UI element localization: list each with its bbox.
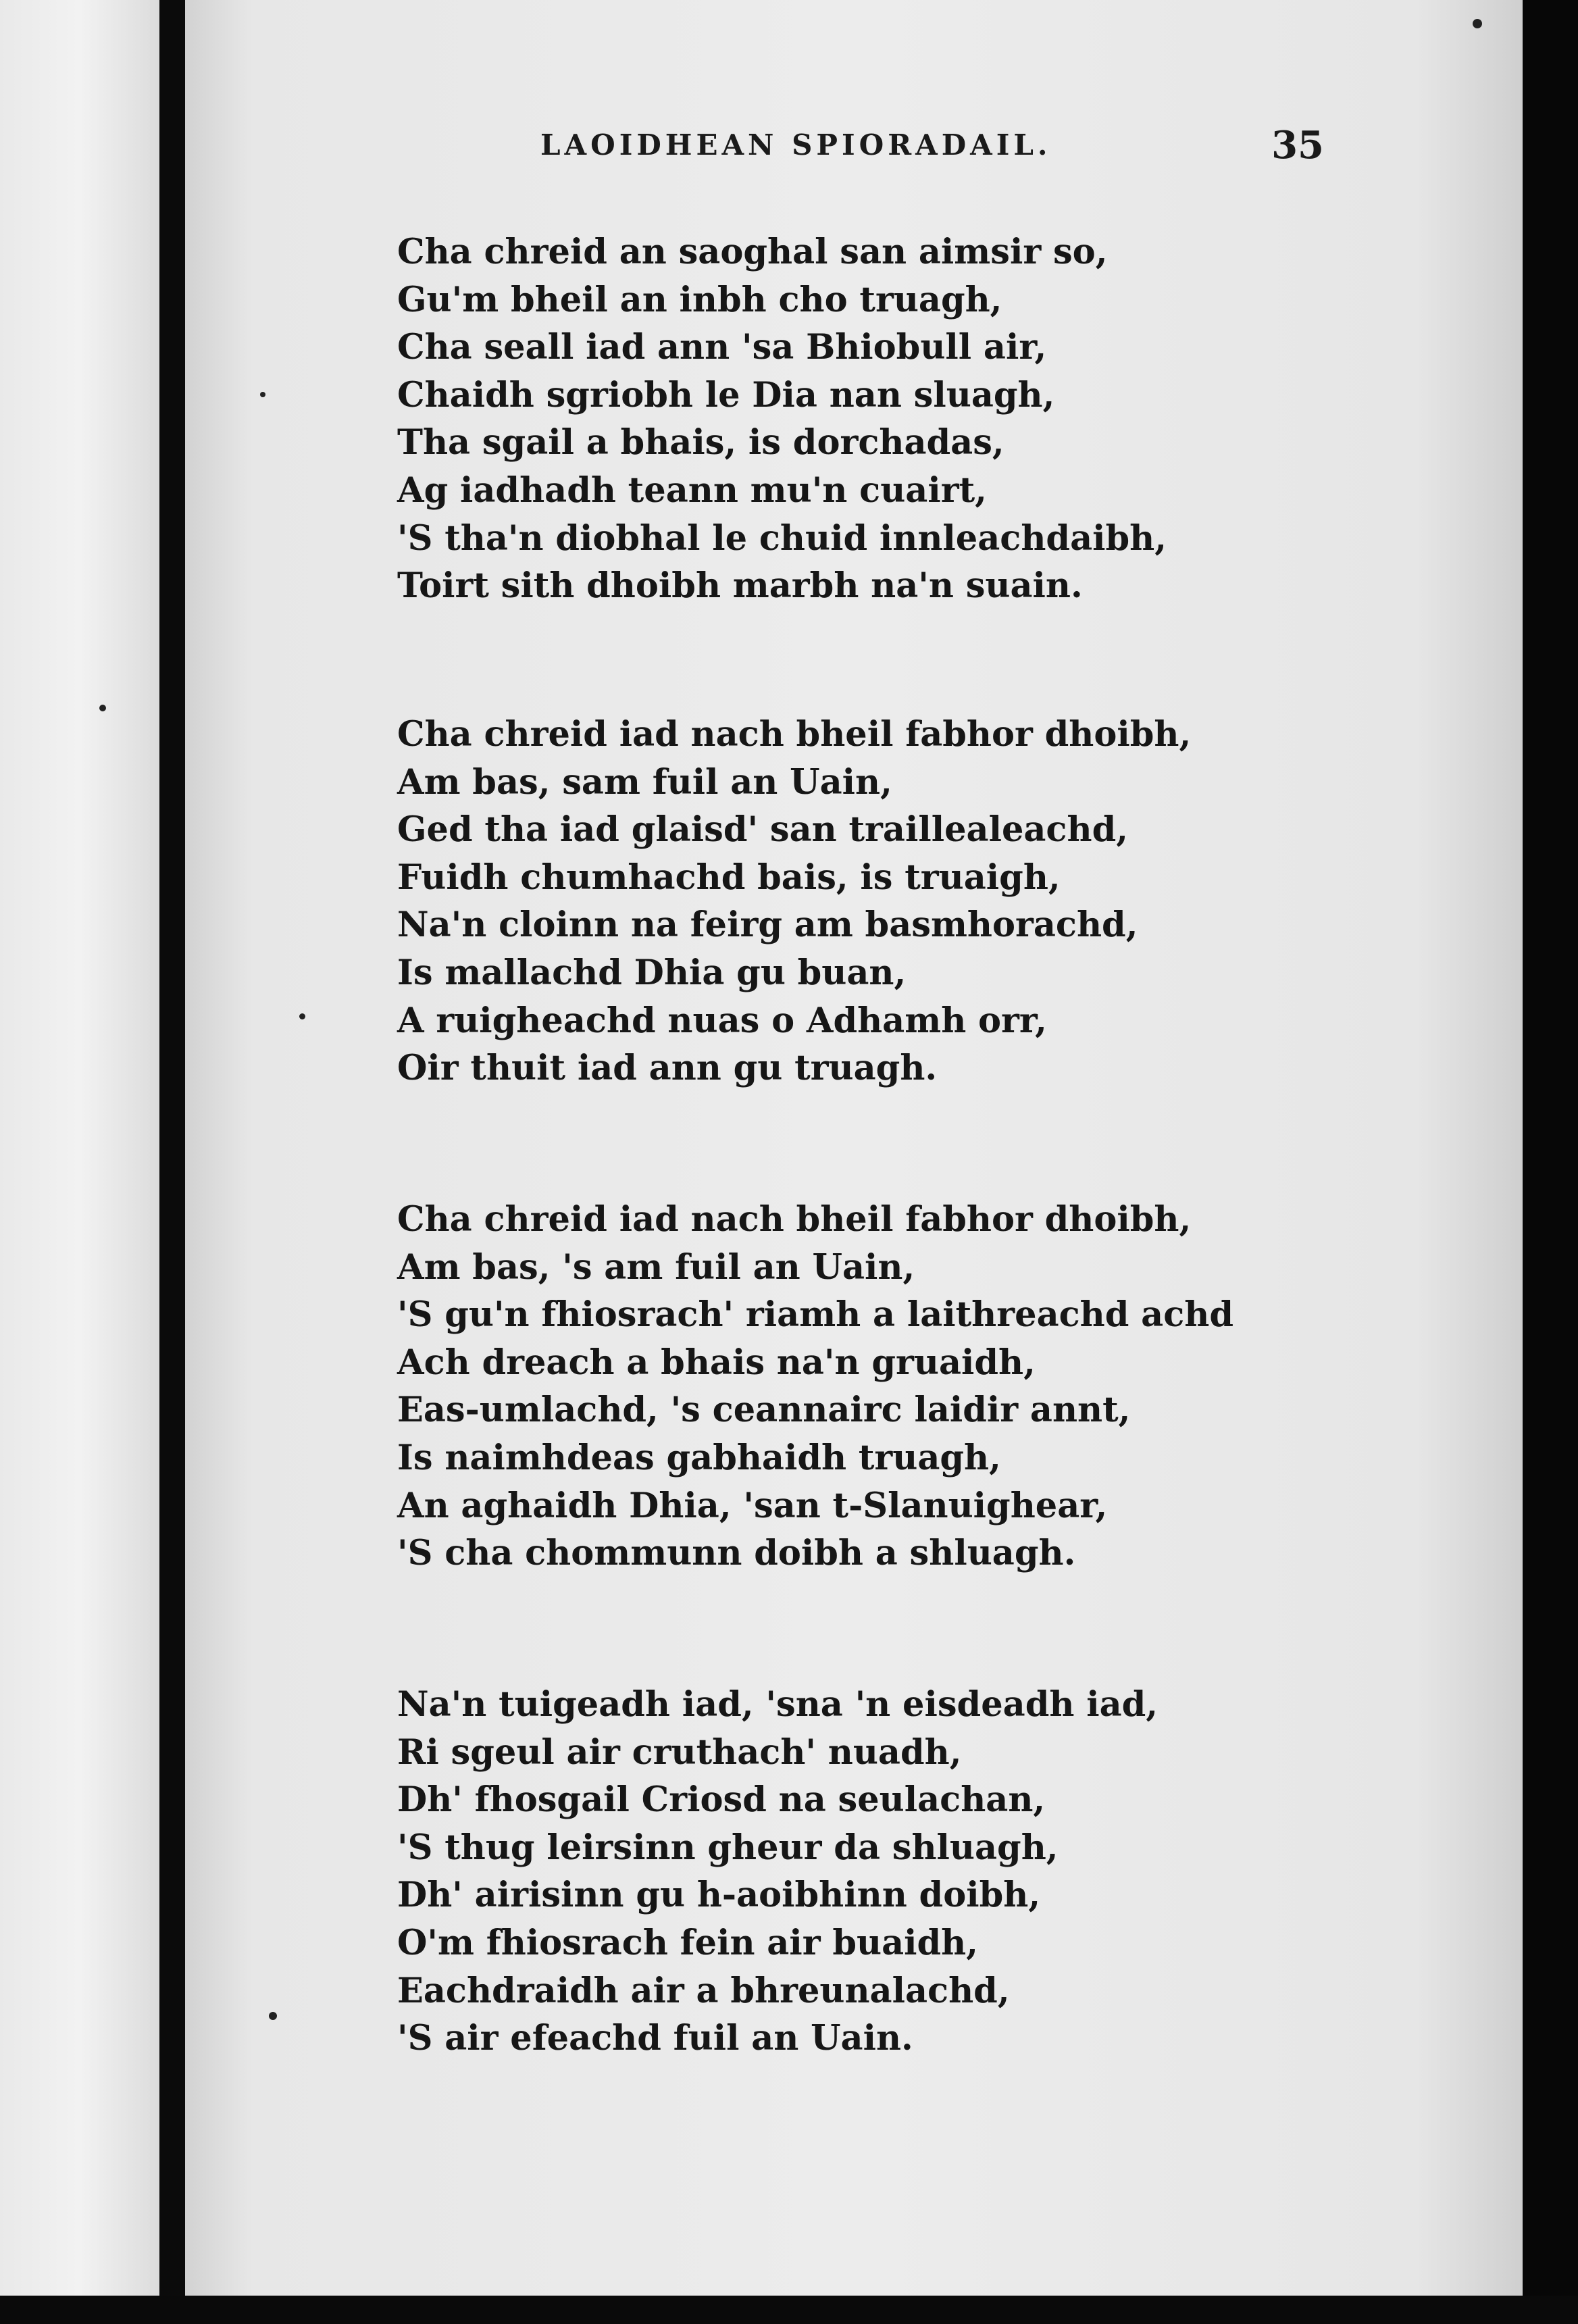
verse-line: Cha chreid iad nach bheil fabhor dhoibh, — [397, 714, 1192, 755]
print-speck — [1473, 19, 1482, 28]
verse-line: Is mallachd Dhia gu buan, — [397, 952, 907, 993]
verse-line: 'S cha chommunn doibh a shluagh. — [397, 1533, 1076, 1574]
verse-line: 'S thug leirsinn gheur da shluagh, — [397, 1827, 1059, 1868]
verse-line: Na'n cloinn na feirg am basmhorachd, — [397, 905, 1138, 946]
verse-line: O'm fhiosrach fein air buaidh, — [397, 1922, 978, 1963]
stanza-3 — [397, 1196, 1316, 1577]
stanza-4 — [397, 1681, 1316, 2063]
verse-line: Is naimhdeas gabhaidh truagh, — [397, 1437, 1001, 1478]
verse-line: Am bas, sam fuil an Uain, — [397, 761, 892, 803]
running-head: LAOIDHEAN SPIORADAIL. — [540, 128, 1052, 161]
print-speck — [99, 705, 106, 711]
page-header — [540, 123, 1324, 176]
facing-page-edge — [0, 0, 159, 2324]
verse-line: Eachdraidh air a bhreunalachd, — [397, 1970, 1010, 2011]
print-speck — [269, 2012, 277, 2020]
scan-border-right — [1523, 0, 1578, 2324]
verse-line: Cha chreid iad nach bheil fabhor dhoibh, — [397, 1199, 1192, 1240]
verse-line: Ged tha iad glaisd' san traillealeachd, — [397, 809, 1128, 851]
verse-line: A ruigheachd nuas o Adhamh orr, — [397, 1000, 1047, 1041]
verse-line: Ach dreach a bhais na'n gruaidh, — [397, 1342, 1036, 1383]
verse-line: Dh' fhosgail Criosd na seulachan, — [397, 1779, 1046, 1821]
stanza-1 — [397, 228, 1316, 610]
verse-line: 'S air efeachd fuil an Uain. — [397, 2018, 913, 2059]
verse-line: Eas-umlachd, 's ceannairc laidir annt, — [397, 1390, 1131, 1431]
verse-line: Cha seall iad ann 'sa Bhiobull air, — [397, 327, 1047, 368]
verse-line: 'S gu'n fhiosrach' riamh a laithreachd achd — [397, 1294, 1233, 1336]
verse-line: Chaidh sgriobh le Dia nan sluagh, — [397, 374, 1055, 415]
verse-line: Ag iadhadh teann mu'n cuairt, — [397, 470, 987, 511]
verse-line: Am bas, 's am fuil an Uain, — [397, 1246, 915, 1288]
verse-line: An aghaidh Dhia, 'san t-Slanuighear, — [397, 1485, 1108, 1526]
verse-line: Fuidh chumhachd bais, is truaigh, — [397, 857, 1061, 898]
verse-line: Ri sgeul air cruthach' nuadh, — [397, 1732, 962, 1773]
page-number: 35 — [1271, 123, 1324, 168]
verse-line: Toirt sith dhoibh marbh na'n suain. — [397, 565, 1083, 607]
print-speck — [260, 392, 265, 397]
print-speck — [299, 1013, 305, 1019]
verse-line: 'S tha'n diobhal le chuid innleachdaibh, — [397, 517, 1167, 559]
verse-line: Dh' airisinn gu h-aoibhinn doibh, — [397, 1875, 1041, 1916]
verse-line: Na'n tuigeadh iad, 'sna 'n eisdeadh iad, — [397, 1684, 1159, 1725]
verse-line: Oir thuit iad ann gu truagh. — [397, 1048, 938, 1089]
scan-border-bottom — [0, 2296, 1578, 2324]
book-gutter — [159, 0, 185, 2324]
verse-line: Cha chreid an saoghal san aimsir so, — [397, 232, 1108, 272]
verse-line: Tha sgail a bhais, is dorchadas, — [397, 422, 1004, 463]
stanza-2 — [397, 711, 1316, 1092]
verse-line: Gu'm bheil an inbh cho truagh, — [397, 279, 1002, 320]
